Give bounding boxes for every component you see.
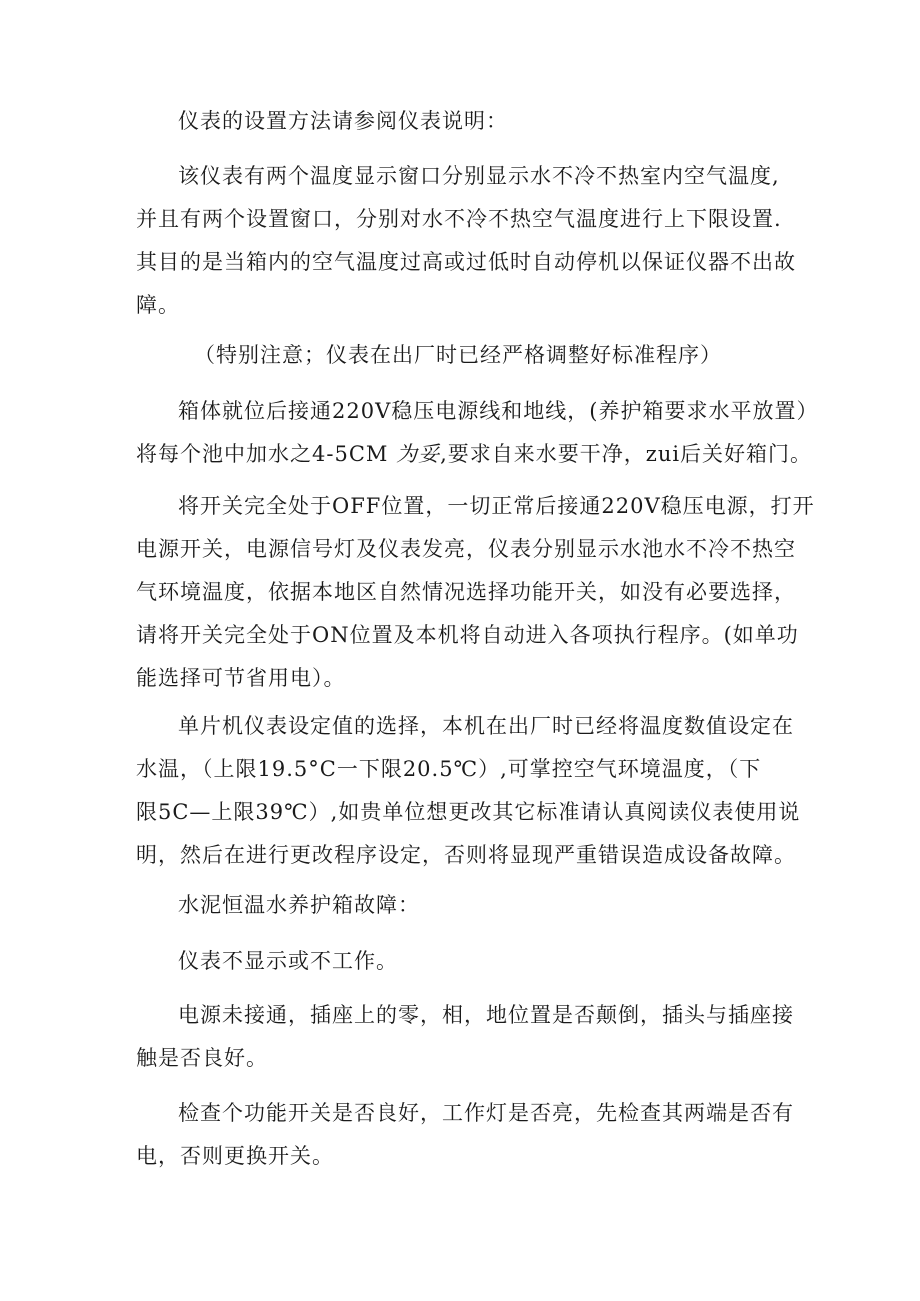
paragraph-controller-settings <box>136 705 801 877</box>
text-line: 能选择可节省用电）。 <box>136 666 346 690</box>
text-line: 水温，（上限19.5°C一下限20.5℃）,可掌控空气环境温度，（下 <box>136 757 762 781</box>
text-line: 水泥恒温水养护箱故障： <box>178 893 420 917</box>
text-segment: ,要求自来水要干净，zui后关好箱门。 <box>440 442 813 466</box>
paragraph-power-check <box>136 994 796 1080</box>
text-line: 该仪表有两个温度显示窗口分别显示水不冷不热室内空气温度, <box>178 164 780 188</box>
paragraph-instrument-description <box>136 155 796 327</box>
paragraph-instrument-settings <box>136 100 796 143</box>
text-line: （特别注意；仪表在出厂时已经严格调整好标准程序） <box>194 343 722 367</box>
text-line: 单片机仪表设定值的选择，本机在出厂时已经将温度数值设定在 <box>178 714 794 738</box>
text-line: 将开关完全处于OFF位置，一切正常后接通220V稳压电源，打开 <box>178 494 815 518</box>
text-line-with-italic <box>136 433 813 476</box>
text-line: 请将开关完全处于ON位置及本机将自动进入各项执行程序。(如单功 <box>136 623 799 647</box>
paragraph-fault-heading <box>136 884 796 927</box>
text-line: 明，然后在进行更改程序设定，否则将显现严重错误造成设备故障。 <box>136 843 796 867</box>
paragraph-display-fault <box>136 940 796 983</box>
paragraph-power-switch <box>136 485 815 700</box>
paragraph-special-note <box>136 334 796 377</box>
italic-text-segment: 为妥 <box>396 442 441 466</box>
text-line: 仪表的设置方法请参阅仪表说明： <box>178 109 508 133</box>
text-line: 障。 <box>136 293 180 317</box>
text-line: 触是否良好。 <box>136 1046 268 1070</box>
text-line: 并且有两个设置窗口，分别对水不冷不热空气温度进行上下限设置. <box>136 207 782 231</box>
text-line: 电，否则更换开关。 <box>136 1144 334 1168</box>
text-line: 电源开关，电源信号灯及仪表发亮，仪表分别显示水池水不冷不热空 <box>136 537 796 561</box>
text-line: 气环境温度，依据本地区自然情况选择功能开关，如没有必要选择， <box>136 580 796 604</box>
text-line: 电源未接通，插座上的零，相，地位置是否颠倒，插头与插座接 <box>178 1003 794 1027</box>
text-line: 其目的是当箱内的空气温度过高或过低时自动停机以保证仪器不出故 <box>136 250 796 274</box>
text-line: 箱体就位后接通220V稳压电源线和地线，(养护箱要求水平放置） <box>178 399 819 423</box>
text-line: 仪表不显示或不工作。 <box>178 949 398 973</box>
paragraph-switch-check <box>136 1092 796 1178</box>
text-line: 限5C—上限39℃）,如贵单位想更改其它标准请认真阅读仪表使用说 <box>136 800 801 824</box>
text-segment: 将每个池中加水之4-5CM <box>136 442 389 466</box>
text-line: 检查个功能开关是否良好，工作灯是否亮，先检查其两端是否有 <box>178 1101 794 1125</box>
paragraph-installation <box>136 390 819 476</box>
